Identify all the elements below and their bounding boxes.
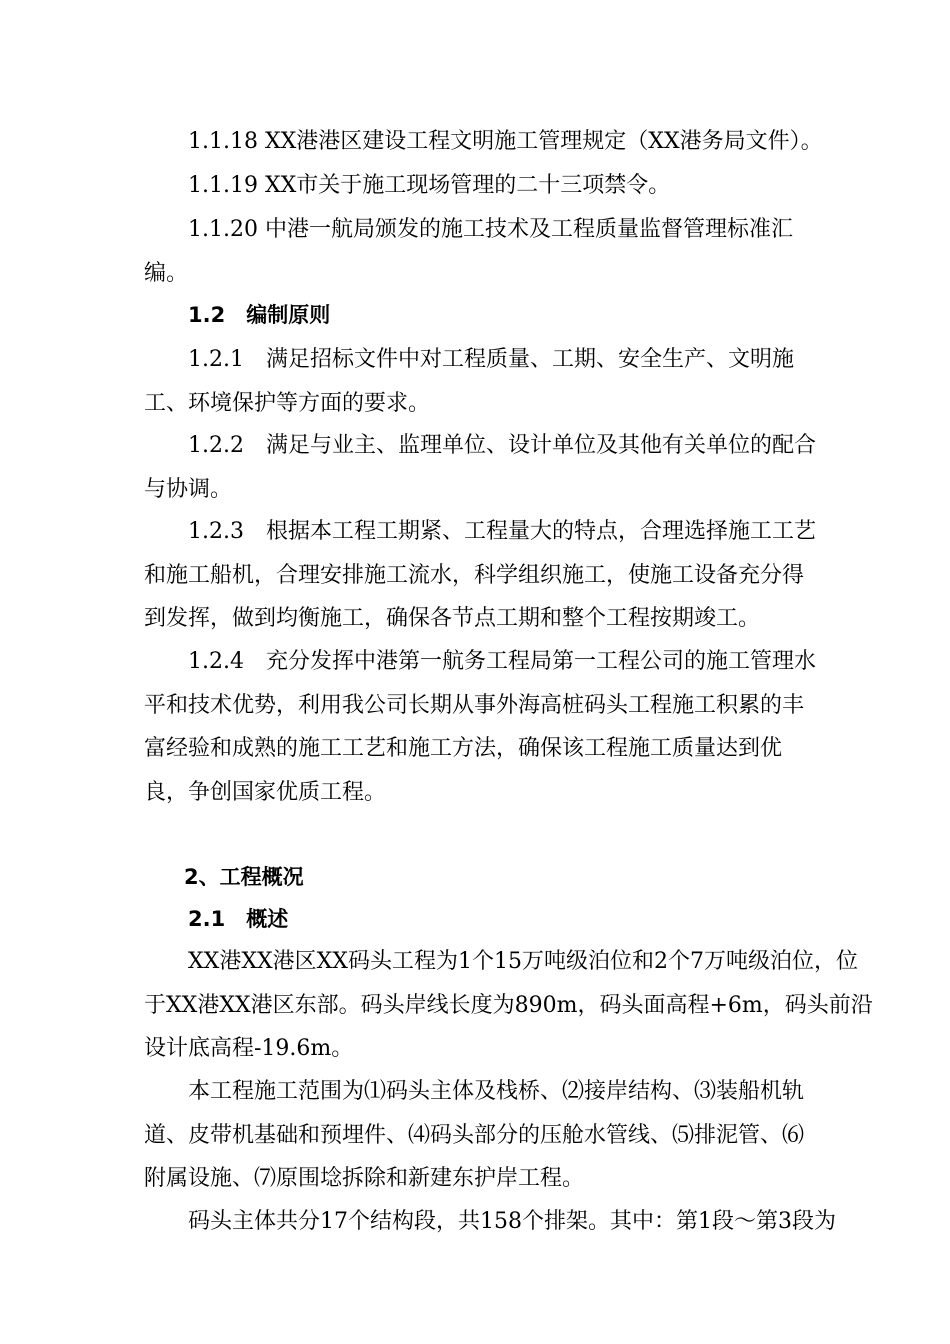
paragraph-1-2-1: 1.2.1 满足招标文件中对工程质量、工期、安全生产、文明施 工、环境保护等方面的要求。: [144, 347, 794, 416]
paragraph-2-1-overview: XX港XX港区XX码头工程为1个15万吨级泊位和2个7万吨级泊位，位 于XX港XX港区东部。码头岸线长度为890m，码头面高程+6m，码头前沿 设计底高程-19.6m。: [144, 949, 873, 1061]
section-heading-2-1: 2.1 概述: [188, 907, 289, 931]
paragraph-1-2-2: 1.2.2 满足与业主、监理单位、设计单位及其他有关单位的配合 与协调。: [144, 433, 816, 502]
paragraph-1-1-20: 1.1.20 中港一航局颁发的施工技术及工程质量监督管理标准汇 编。: [144, 217, 793, 286]
paragraph-2-1-structure: 码头主体共分17个结构段，共158个排架。其中：第1段～第3段为: [188, 1209, 836, 1234]
section-heading-2: 2、工程概况: [184, 865, 304, 889]
section-heading-1-2: 1.2 编制原则: [188, 303, 331, 327]
paragraph-2-1-scope: 本工程施工范围为⑴码头主体及栈桥、⑵接岸结构、⑶装船机轨 道、皮带机基础和预埋件、⑷码头部分的压舱水管线、⑸排泥管、⑹ 附属设施、⑺原围埝拆除和新建东护岸工程。: [144, 1079, 805, 1191]
paragraph-1-1-18: 1.1.18 XX港港区建设工程文明施工管理规定（XX港务局文件）。: [188, 129, 823, 154]
paragraph-1-1-19: 1.1.19 XX市关于施工现场管理的二十三项禁令。: [188, 173, 671, 198]
paragraph-1-2-3: 1.2.3 根据本工程工期紧、工程量大的特点，合理选择施工工艺 和施工船机，合理安排施工流水，科学组织施工，使施工设备充分得 到发挥，做到均衡施工，确保各节点工期和整个工程按期竣工。: [144, 519, 816, 631]
paragraph-1-2-4: 1.2.4 充分发挥中港第一航务工程局第一工程公司的施工管理水 平和技术优势，利用我公司长期从事外海高桩码头工程施工积累的丰 富经验和成熟的施工工艺和施工方法，确保该工程施工质量达到优 良，争创国家优质工程。: [144, 649, 816, 805]
